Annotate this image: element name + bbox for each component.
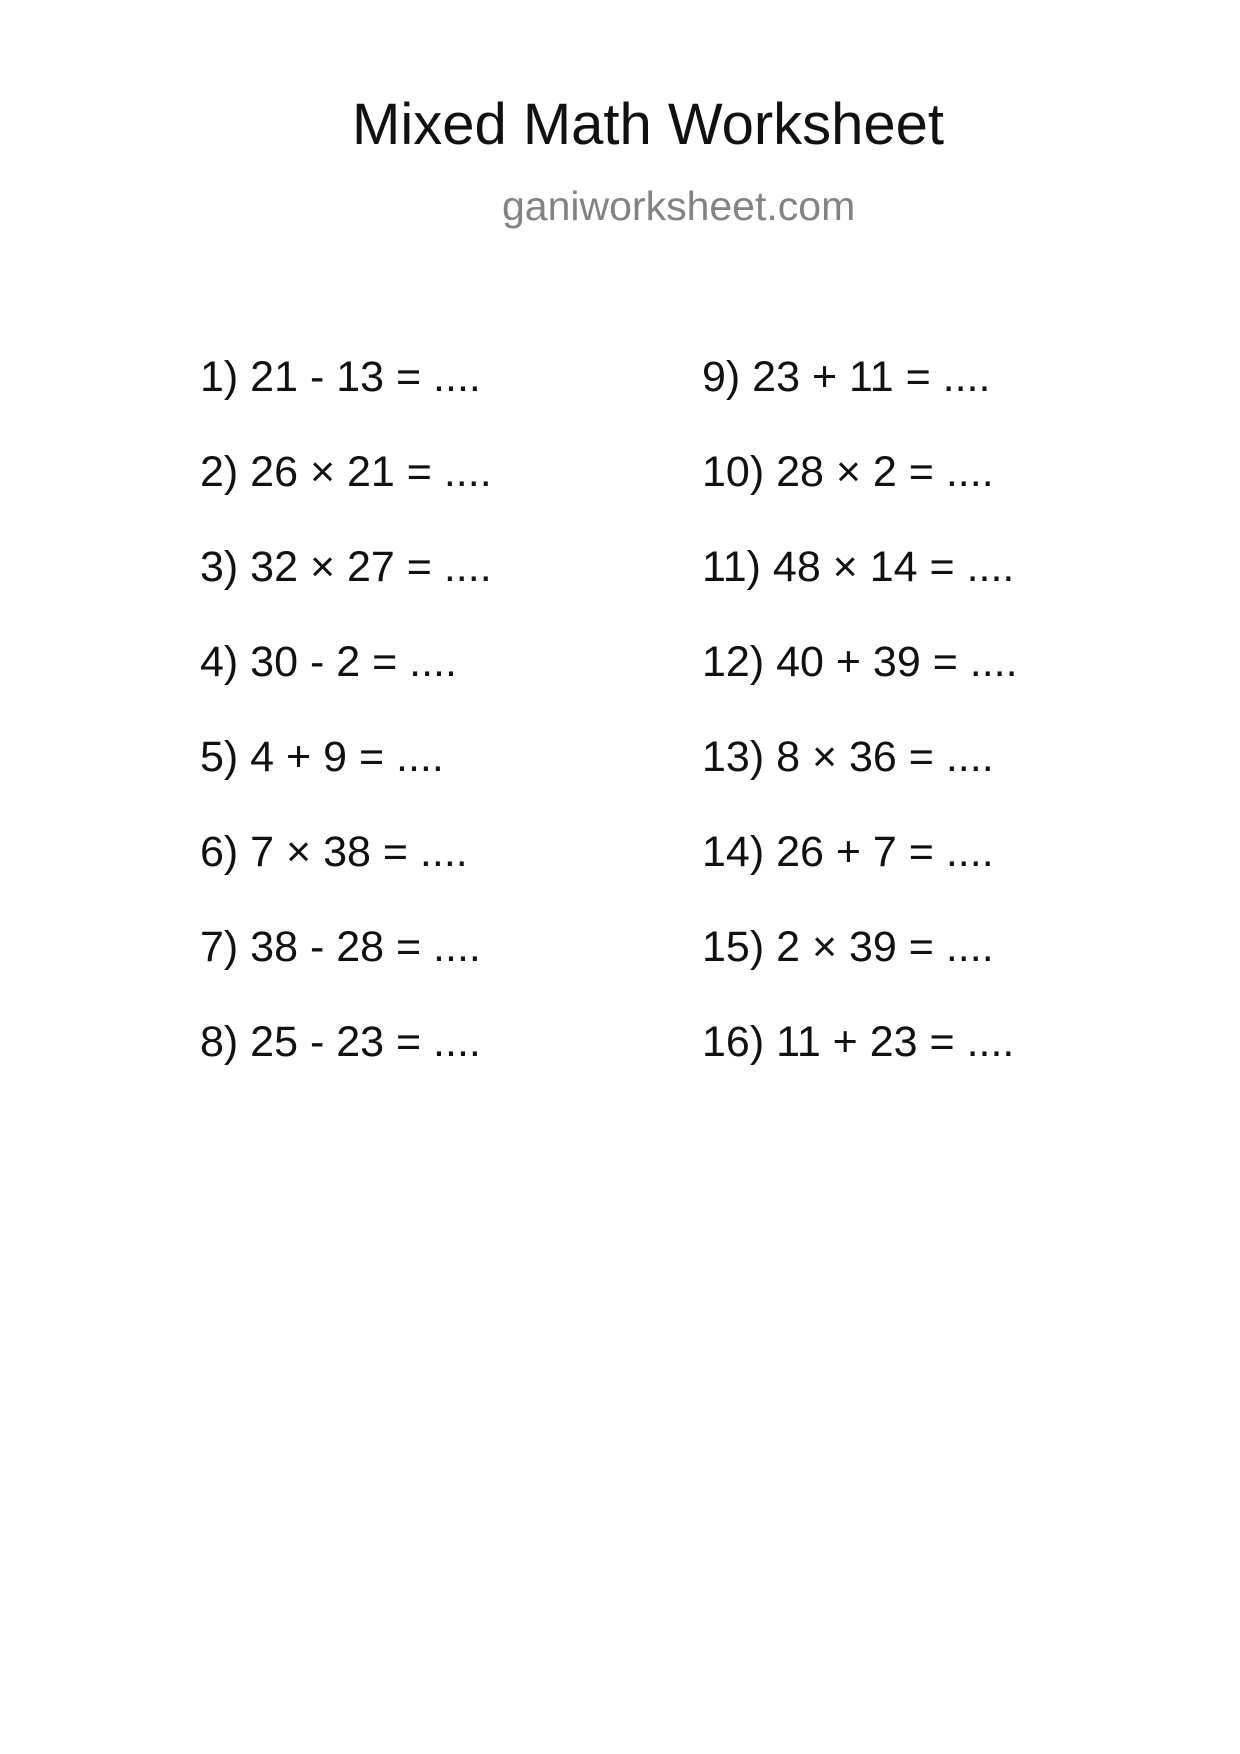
problem-15: 15) 2 × 39 = ....: [702, 923, 994, 971]
problem-12: 12) 40 + 39 = ....: [702, 638, 1018, 686]
problem-8: 8) 25 - 23 = ....: [200, 1018, 481, 1066]
problem-3: 3) 32 × 27 = ....: [200, 543, 492, 591]
problem-9: 9) 23 + 11 = ....: [702, 353, 991, 401]
problem-6: 6) 7 × 38 = ....: [200, 828, 468, 876]
worksheet-title: Mixed Math Worksheet: [352, 92, 945, 157]
problem-10: 10) 28 × 2 = ....: [702, 448, 994, 496]
problem-14: 14) 26 + 7 = ....: [702, 828, 994, 876]
problem-7: 7) 38 - 28 = ....: [200, 923, 481, 971]
problem-4: 4) 30 - 2 = ....: [200, 638, 457, 686]
problem-13: 13) 8 × 36 = ....: [702, 733, 994, 781]
problem-2: 2) 26 × 21 = ....: [200, 448, 492, 496]
problem-1: 1) 21 - 13 = ....: [200, 353, 481, 401]
problem-column-left: [200, 353, 492, 1116]
problem-column-right: [702, 353, 1018, 1116]
problem-11: 11) 48 × 14 = ....: [702, 543, 1015, 591]
site-url: ganiworksheet.com: [502, 183, 856, 229]
problem-5: 5) 4 + 9 = ....: [200, 733, 444, 781]
problem-16: 16) 11 + 23 = ....: [702, 1018, 1015, 1066]
